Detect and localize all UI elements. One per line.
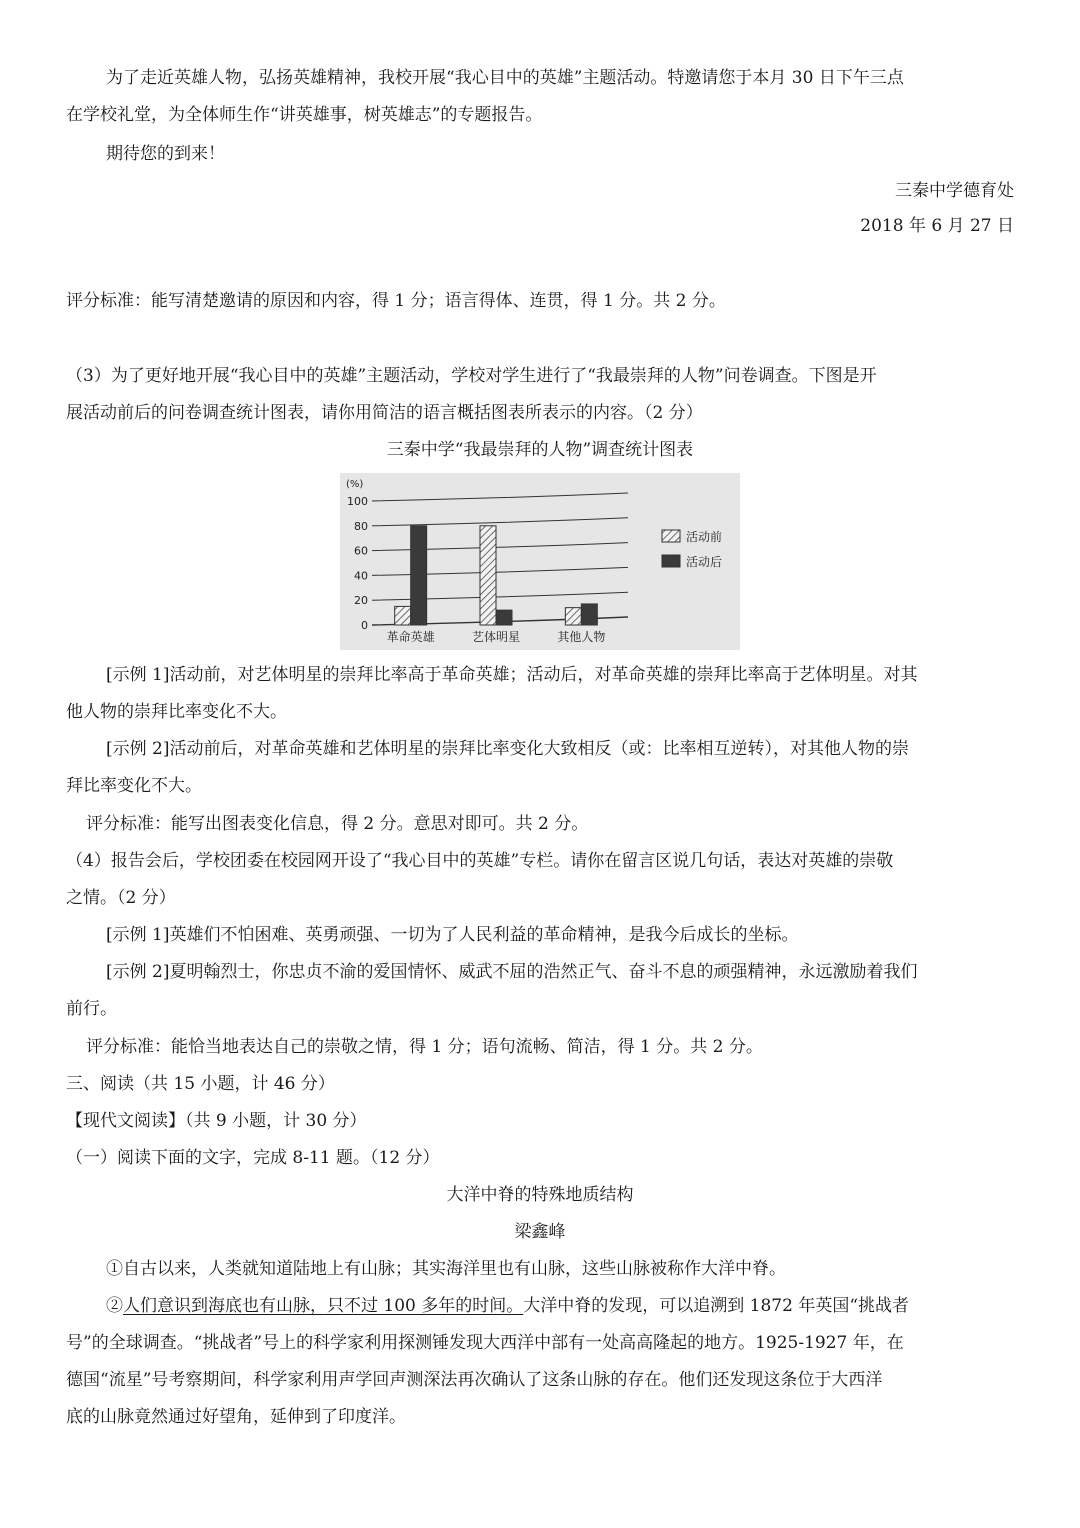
example-4-2-line-2: 前行。 xyxy=(66,999,117,1019)
question-4-line-2: 之情。（2 分） xyxy=(66,888,176,908)
category-label: 革命英雄 xyxy=(386,630,435,644)
y-tick-label: 0 xyxy=(361,619,368,632)
example-1-line-1: [示例 1]活动前，对艺体明星的崇拜比率高于革命英雄；活动后，对革命英雄的崇拜比率高于艺体明星。对其 xyxy=(106,665,918,685)
example-2-line-1: [示例 2]活动前后，对革命英雄和艺体明星的崇拜比率变化大致相反（或：比率相互逆转），对其他人物的崇 xyxy=(106,739,909,759)
legend-label: 活动后 xyxy=(686,555,723,569)
legend-label: 活动前 xyxy=(686,530,723,544)
question-3-line-1: （3）为了更好地开展“我心目中的英雄”主题活动，学校对学生进行了“我最崇拜的人物”问卷调查。下图是开 xyxy=(66,366,877,386)
underlined-sentence: 人们意识到海底也有山脉，只不过 100 多年的时间。 xyxy=(123,1296,524,1316)
example-4-1: [示例 1]英雄们不怕困难、英勇顽强、一切为了人民利益的革命精神，是我今后成长的坐标。 xyxy=(106,925,799,945)
legend-swatch xyxy=(662,530,680,542)
gridline xyxy=(372,518,628,526)
y-axis-unit: (%) xyxy=(346,479,364,490)
bar-before xyxy=(565,608,581,625)
category-label: 艺体明星 xyxy=(471,630,521,644)
bar-after xyxy=(411,526,427,625)
invitation-date: 2018 年 6 月 27 日 xyxy=(860,216,1014,236)
example-4-2-line-1: [示例 2]夏明翰烈士，你忠贞不渝的爱国情怀、威武不屈的浩然正气、奋斗不息的顽强精神，永远激励着我们 xyxy=(106,962,918,982)
bar-after xyxy=(581,604,597,625)
question-4-line-1: （4）报告会后，学校团委在校园网开设了“我心目中的英雄”专栏。请你在留言区说几句话，表达对英雄的崇敬 xyxy=(66,851,894,871)
invitation-signature: 三秦中学德育处 xyxy=(895,181,1014,201)
y-tick-label: 40 xyxy=(354,569,368,583)
y-tick-label: 80 xyxy=(354,519,368,533)
section-three-heading: 三、阅读（共 15 小题，计 46 分） xyxy=(66,1074,335,1094)
example-2-line-2: 拜比率变化不大。 xyxy=(66,776,202,796)
paragraph-2-line-1 xyxy=(106,1295,909,1317)
paragraph-2-line-3: 德国“流星”号考察期间，科学家利用声学回声测深法再次确认了这条山脉的存在。他们还发现这条位于大西洋 xyxy=(66,1370,883,1390)
chart-svg xyxy=(340,473,740,650)
article-title: 大洋中脊的特殊地质结构 xyxy=(446,1185,634,1205)
bar-before xyxy=(480,526,496,625)
bar-after xyxy=(496,610,512,625)
part-one-heading: （一）阅读下面的文字，完成 8-11 题。（12 分） xyxy=(66,1148,440,1168)
article-author: 梁鑫峰 xyxy=(514,1222,566,1242)
paragraph-1: ①自古以来，人类就知道陆地上有山脉；其实海洋里也有山脉，这些山脉被称作大洋中脊。 xyxy=(106,1259,786,1279)
category-label: 其他人物 xyxy=(557,630,606,644)
invitation-text-line-2: 在学校礼堂，为全体师生作“讲英雄事，树英雄志”的专题报告。 xyxy=(66,105,543,125)
paragraph-2-line-4: 底的山脉竟然通过好望角，延伸到了印度洋。 xyxy=(66,1407,406,1427)
bar-before xyxy=(395,606,411,625)
gridline xyxy=(372,493,628,501)
legend-swatch xyxy=(662,555,680,567)
invitation-closing: 期待您的到来！ xyxy=(106,144,225,164)
y-tick-label: 100 xyxy=(347,495,368,508)
invitation-text-line-1: 为了走近英雄人物，弘扬英雄精神，我校开展“我心目中的英雄”主题活动。特邀请您于本月 30 日下午三点 xyxy=(106,68,904,88)
scoring-standard-4: 评分标准：能恰当地表达自己的崇敬之情，得 1 分；语句流畅、简洁，得 1 分。共 2 分。 xyxy=(86,1037,763,1057)
y-tick-label: 20 xyxy=(354,594,368,608)
modern-reading-heading: 【现代文阅读】（共 9 小题，计 30 分） xyxy=(66,1111,367,1131)
chart-title: 三秦中学“我最崇拜的人物”调查统计图表 xyxy=(386,440,694,460)
question-3-line-2: 展活动前后的问卷调查统计图表，请你用简洁的语言概括图表所表示的内容。（2 分） xyxy=(66,403,703,423)
y-tick-label: 60 xyxy=(354,544,368,558)
scoring-standard-2: 评分标准：能写清楚邀请的原因和内容，得 1 分；语言得体、连贯，得 1 分。共 2 分。 xyxy=(66,291,726,311)
paragraph-2-number: ② xyxy=(106,1296,123,1316)
paragraph-2-line-2: 号”的全球调查。“挑战者”号上的科学家利用探测锤发现大西洋中部有一处高高隆起的地方。1925-1927 年，在 xyxy=(66,1333,904,1353)
paragraph-2-rest: 大洋中脊的发现，可以追溯到 1872 年英国“挑战者 xyxy=(523,1296,910,1316)
survey-bar-chart xyxy=(340,473,740,650)
scoring-standard-3: 评分标准：能写出图表变化信息，得 2 分。意思对即可。共 2 分。 xyxy=(86,814,589,834)
example-1-line-2: 他人物的崇拜比率变化不大。 xyxy=(66,702,287,722)
